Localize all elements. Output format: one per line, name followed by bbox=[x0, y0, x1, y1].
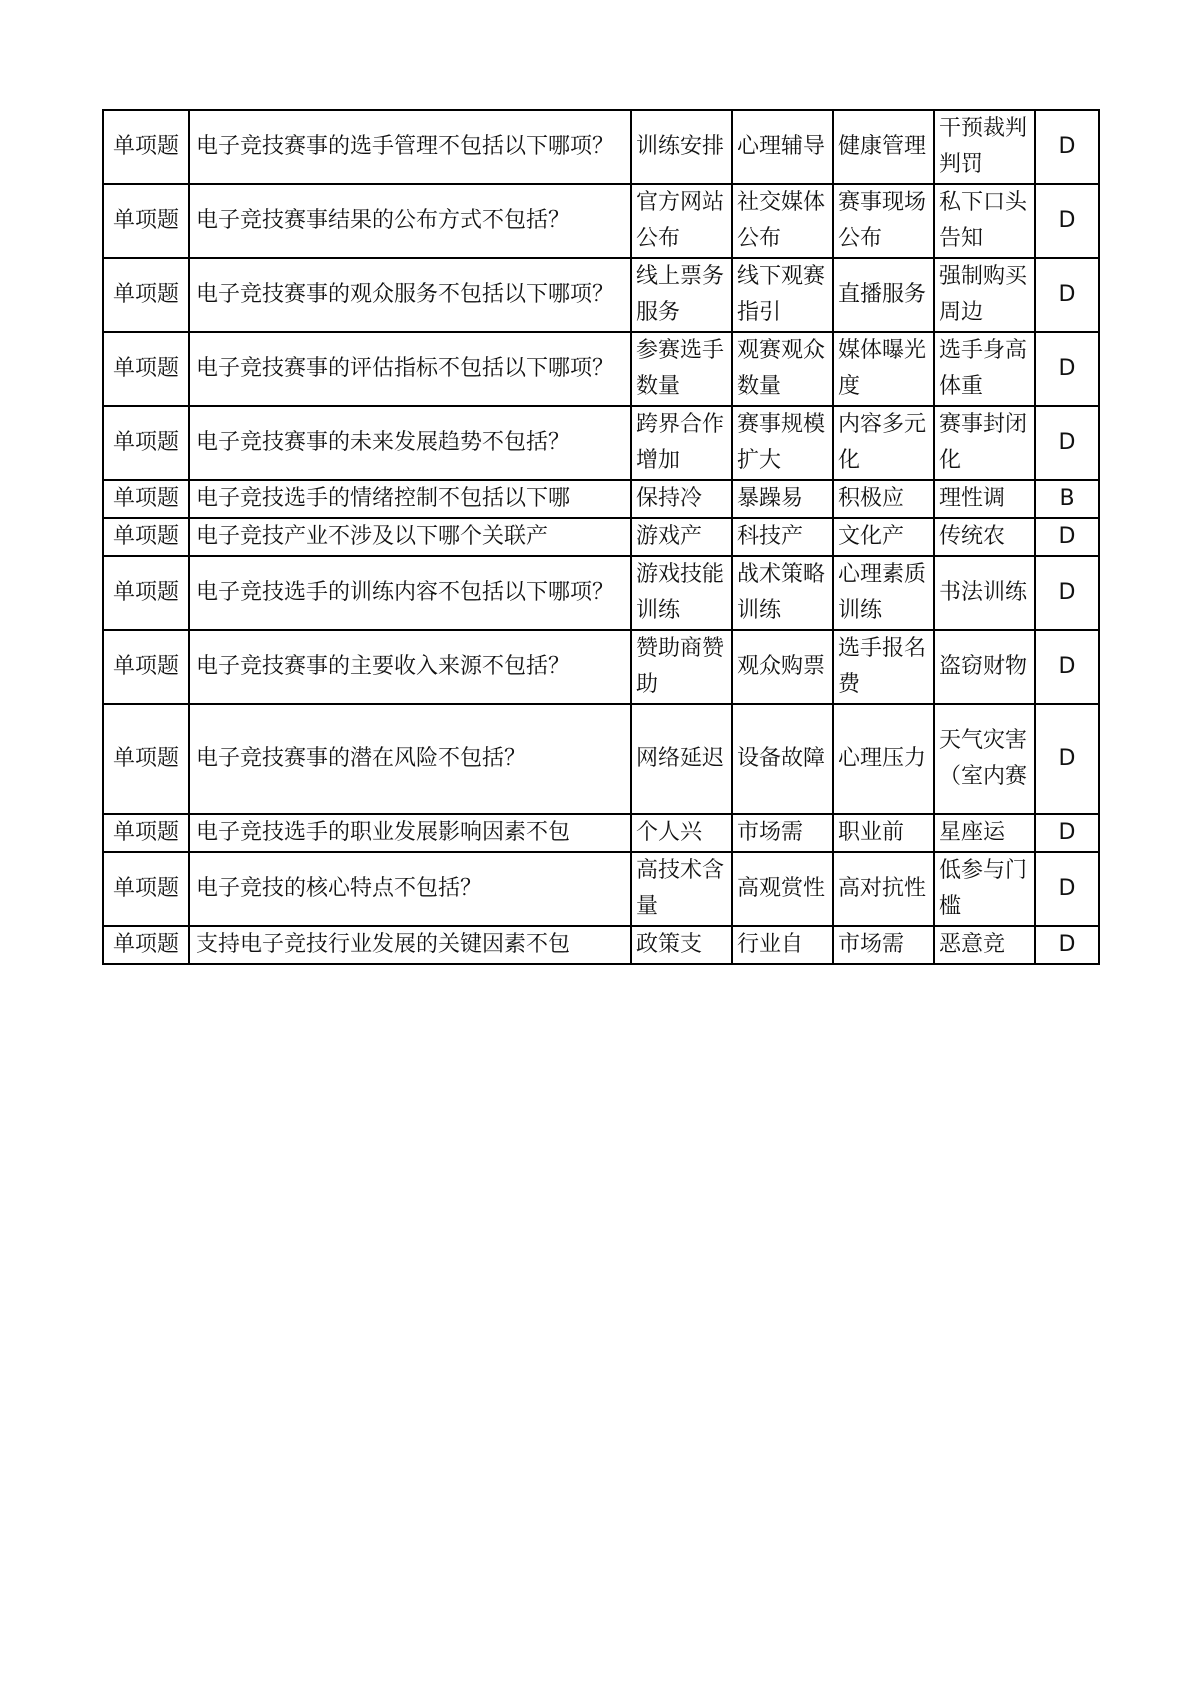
option-b-text: 线下观赛指引 bbox=[737, 264, 826, 325]
option-a-text: 游戏技能训练 bbox=[636, 562, 725, 623]
option-c-text: 积极应 bbox=[838, 486, 905, 511]
answer-text: B bbox=[1059, 486, 1075, 511]
answer-cell bbox=[1035, 852, 1099, 926]
table-row bbox=[103, 704, 1099, 814]
answer-cell bbox=[1035, 926, 1099, 964]
option-c-text: 市场需 bbox=[838, 932, 905, 957]
question-type-text: 单项题 bbox=[112, 282, 179, 307]
option-c-cell bbox=[833, 852, 934, 926]
answer-text: D bbox=[1058, 282, 1076, 307]
answer-cell bbox=[1035, 110, 1099, 184]
quiz-table bbox=[102, 109, 1100, 965]
option-b-cell bbox=[732, 814, 833, 852]
option-b-text: 观众购票 bbox=[737, 654, 826, 679]
option-c-text: 健康管理 bbox=[838, 134, 927, 159]
option-b-cell bbox=[732, 518, 833, 556]
question-text-text: 电子竞技选手的职业发展影响因素不包 bbox=[196, 820, 571, 845]
option-d-text: 恶意竞 bbox=[939, 932, 1006, 957]
question-text-text: 电子竞技赛事的未来发展趋势不包括？ bbox=[196, 430, 571, 455]
answer-text: D bbox=[1058, 430, 1076, 455]
option-b-text: 赛事规模扩大 bbox=[737, 412, 826, 473]
answer-cell bbox=[1035, 258, 1099, 332]
option-d-cell bbox=[934, 852, 1035, 926]
question-text-cell bbox=[189, 926, 631, 964]
question-text-text: 电子竞技赛事的主要收入来源不包括？ bbox=[196, 654, 571, 679]
option-a-text: 政策支 bbox=[636, 932, 703, 957]
question-text-cell bbox=[189, 518, 631, 556]
option-a-cell bbox=[631, 814, 732, 852]
option-b-cell bbox=[732, 556, 833, 630]
question-type-cell bbox=[103, 852, 189, 926]
table-row bbox=[103, 406, 1099, 480]
option-a-cell bbox=[631, 518, 732, 556]
option-b-text: 心理辅导 bbox=[737, 134, 826, 159]
option-d-cell bbox=[934, 332, 1035, 406]
question-type-cell bbox=[103, 258, 189, 332]
option-a-text: 高技术含量 bbox=[636, 858, 725, 919]
question-text-text: 电子竞技选手的情绪控制不包括以下哪 bbox=[196, 486, 571, 511]
question-type-cell bbox=[103, 518, 189, 556]
option-b-cell bbox=[732, 184, 833, 258]
option-d-text: 盗窃财物 bbox=[939, 654, 1028, 679]
option-a-text: 个人兴 bbox=[636, 820, 703, 845]
option-b-cell bbox=[732, 110, 833, 184]
option-c-cell bbox=[833, 480, 934, 518]
option-a-text: 保持冷 bbox=[636, 486, 703, 511]
answer-cell bbox=[1035, 480, 1099, 518]
option-d-cell bbox=[934, 480, 1035, 518]
option-b-cell bbox=[732, 926, 833, 964]
option-d-cell bbox=[934, 110, 1035, 184]
question-text-text: 电子竞技的核心特点不包括？ bbox=[196, 876, 483, 901]
question-type-text: 单项题 bbox=[112, 208, 179, 233]
option-b-text: 行业自 bbox=[737, 932, 804, 957]
option-a-cell bbox=[631, 630, 732, 704]
option-b-text: 观赛观众数量 bbox=[737, 338, 826, 399]
table-row bbox=[103, 332, 1099, 406]
option-a-cell bbox=[631, 852, 732, 926]
question-text-cell bbox=[189, 852, 631, 926]
option-d-text: 干预裁判判罚 bbox=[939, 116, 1028, 177]
question-type-text: 单项题 bbox=[112, 654, 179, 679]
option-d-cell bbox=[934, 814, 1035, 852]
table-row bbox=[103, 814, 1099, 852]
option-d-cell bbox=[934, 518, 1035, 556]
answer-cell bbox=[1035, 556, 1099, 630]
option-c-cell bbox=[833, 110, 934, 184]
table-row bbox=[103, 518, 1099, 556]
answer-text: D bbox=[1058, 356, 1076, 381]
option-a-cell bbox=[631, 332, 732, 406]
option-b-text: 高观赏性 bbox=[737, 876, 826, 901]
answer-text: D bbox=[1058, 820, 1076, 845]
question-type-cell bbox=[103, 630, 189, 704]
answer-cell bbox=[1035, 814, 1099, 852]
option-c-text: 心理压力 bbox=[838, 746, 927, 771]
option-c-cell bbox=[833, 630, 934, 704]
answer-cell bbox=[1035, 332, 1099, 406]
question-type-text: 单项题 bbox=[112, 876, 179, 901]
option-b-text: 市场需 bbox=[737, 820, 804, 845]
question-text-text: 电子竞技赛事的选手管理不包括以下哪项？ bbox=[196, 134, 615, 159]
answer-text: D bbox=[1058, 208, 1076, 233]
answer-text: D bbox=[1058, 134, 1076, 159]
option-c-cell bbox=[833, 406, 934, 480]
option-d-text: 星座运 bbox=[939, 820, 1006, 845]
option-d-text: 理性调 bbox=[939, 486, 1006, 511]
option-a-text: 赞助商赞助 bbox=[636, 636, 725, 697]
question-text-cell bbox=[189, 556, 631, 630]
answer-cell bbox=[1035, 184, 1099, 258]
quiz-table-body bbox=[103, 110, 1099, 964]
question-text-text: 电子竞技选手的训练内容不包括以下哪项？ bbox=[196, 580, 615, 605]
option-d-text: 书法训练 bbox=[939, 580, 1028, 605]
question-text-cell bbox=[189, 814, 631, 852]
option-c-cell bbox=[833, 518, 934, 556]
answer-text: D bbox=[1058, 876, 1076, 901]
table-row bbox=[103, 926, 1099, 964]
question-text-cell bbox=[189, 110, 631, 184]
question-text-cell bbox=[189, 184, 631, 258]
question-type-cell bbox=[103, 332, 189, 406]
option-b-text: 暴躁易 bbox=[737, 486, 804, 511]
option-d-text: 低参与门槛 bbox=[939, 858, 1028, 919]
option-c-text: 职业前 bbox=[838, 820, 905, 845]
question-text-text: 电子竞技赛事的评估指标不包括以下哪项？ bbox=[196, 356, 615, 381]
option-a-cell bbox=[631, 480, 732, 518]
option-a-cell bbox=[631, 184, 732, 258]
option-c-cell bbox=[833, 556, 934, 630]
question-type-text: 单项题 bbox=[112, 134, 179, 159]
question-type-cell bbox=[103, 814, 189, 852]
option-a-cell bbox=[631, 406, 732, 480]
option-d-cell bbox=[934, 406, 1035, 480]
option-a-text: 参赛选手数量 bbox=[636, 338, 725, 399]
option-b-cell bbox=[732, 704, 833, 814]
option-c-cell bbox=[833, 332, 934, 406]
question-text-text: 支持电子竞技行业发展的关键因素不包 bbox=[196, 932, 571, 957]
option-a-cell bbox=[631, 704, 732, 814]
answer-text: D bbox=[1058, 580, 1076, 605]
answer-cell bbox=[1035, 630, 1099, 704]
answer-cell bbox=[1035, 518, 1099, 556]
question-text-text: 电子竞技赛事结果的公布方式不包括？ bbox=[196, 208, 571, 233]
option-c-text: 直播服务 bbox=[838, 282, 927, 307]
table-row bbox=[103, 556, 1099, 630]
option-a-text: 游戏产 bbox=[636, 524, 703, 549]
question-type-cell bbox=[103, 184, 189, 258]
question-text-text: 电子竞技赛事的潜在风险不包括？ bbox=[196, 746, 527, 771]
option-d-cell bbox=[934, 258, 1035, 332]
table-row bbox=[103, 184, 1099, 258]
option-c-text: 心理素质训练 bbox=[838, 562, 927, 623]
answer-text: D bbox=[1058, 932, 1076, 957]
option-a-text: 官方网站公布 bbox=[636, 190, 725, 251]
question-type-cell bbox=[103, 704, 189, 814]
option-b-cell bbox=[732, 480, 833, 518]
table-row bbox=[103, 110, 1099, 184]
question-type-cell bbox=[103, 556, 189, 630]
question-text-text: 电子竞技赛事的观众服务不包括以下哪项？ bbox=[196, 282, 615, 307]
question-text-cell bbox=[189, 480, 631, 518]
option-a-text: 线上票务服务 bbox=[636, 264, 725, 325]
option-b-text: 战术策略训练 bbox=[737, 562, 826, 623]
option-b-cell bbox=[732, 332, 833, 406]
question-type-text: 单项题 bbox=[112, 524, 179, 549]
table-row bbox=[103, 630, 1099, 704]
question-type-cell bbox=[103, 110, 189, 184]
option-c-cell bbox=[833, 926, 934, 964]
answer-text: D bbox=[1058, 524, 1076, 549]
option-b-text: 科技产 bbox=[737, 524, 804, 549]
table-row bbox=[103, 480, 1099, 518]
answer-text: D bbox=[1058, 746, 1076, 771]
option-d-text: 传统农 bbox=[939, 524, 1006, 549]
option-d-text: 强制购买周边 bbox=[939, 264, 1028, 325]
option-d-text: 私下口头告知 bbox=[939, 190, 1028, 251]
question-type-cell bbox=[103, 406, 189, 480]
option-c-text: 媒体曝光度 bbox=[838, 338, 927, 399]
table-row bbox=[103, 258, 1099, 332]
option-c-text: 选手报名费 bbox=[838, 636, 927, 697]
option-d-text: 赛事封闭化 bbox=[939, 412, 1028, 473]
option-a-cell bbox=[631, 926, 732, 964]
option-a-cell bbox=[631, 556, 732, 630]
option-d-cell bbox=[934, 630, 1035, 704]
option-d-cell bbox=[934, 184, 1035, 258]
question-type-text: 单项题 bbox=[112, 580, 179, 605]
option-c-cell bbox=[833, 184, 934, 258]
question-type-cell bbox=[103, 480, 189, 518]
question-type-text: 单项题 bbox=[112, 820, 179, 845]
question-type-text: 单项题 bbox=[112, 746, 179, 771]
question-text-cell bbox=[189, 704, 631, 814]
option-d-text: 天气灾害（室内赛 bbox=[939, 728, 1028, 789]
option-b-cell bbox=[732, 852, 833, 926]
table-row bbox=[103, 852, 1099, 926]
option-b-cell bbox=[732, 406, 833, 480]
option-c-text: 内容多元化 bbox=[838, 412, 927, 473]
question-type-text: 单项题 bbox=[112, 932, 179, 957]
option-a-text: 训练安排 bbox=[636, 134, 725, 159]
option-c-text: 文化产 bbox=[838, 524, 905, 549]
answer-cell bbox=[1035, 406, 1099, 480]
question-type-text: 单项题 bbox=[112, 430, 179, 455]
option-b-cell bbox=[732, 630, 833, 704]
question-text-cell bbox=[189, 258, 631, 332]
option-d-cell bbox=[934, 556, 1035, 630]
question-text-cell bbox=[189, 630, 631, 704]
option-d-text: 选手身高体重 bbox=[939, 338, 1028, 399]
option-b-text: 社交媒体公布 bbox=[737, 190, 826, 251]
answer-text: D bbox=[1058, 654, 1076, 679]
option-a-text: 跨界合作增加 bbox=[636, 412, 725, 473]
option-a-cell bbox=[631, 258, 732, 332]
option-b-text: 设备故障 bbox=[737, 746, 826, 771]
question-type-text: 单项题 bbox=[112, 486, 179, 511]
question-text-cell bbox=[189, 332, 631, 406]
option-a-cell bbox=[631, 110, 732, 184]
option-c-cell bbox=[833, 814, 934, 852]
option-c-cell bbox=[833, 704, 934, 814]
option-a-text: 网络延迟 bbox=[636, 746, 725, 771]
option-d-cell bbox=[934, 926, 1035, 964]
answer-cell bbox=[1035, 704, 1099, 814]
option-c-text: 高对抗性 bbox=[838, 876, 927, 901]
question-type-cell bbox=[103, 926, 189, 964]
question-type-text: 单项题 bbox=[112, 356, 179, 381]
option-d-cell bbox=[934, 704, 1035, 814]
question-text-cell bbox=[189, 406, 631, 480]
option-c-cell bbox=[833, 258, 934, 332]
option-b-cell bbox=[732, 258, 833, 332]
question-text-text: 电子竞技产业不涉及以下哪个关联产 bbox=[196, 524, 549, 549]
option-c-text: 赛事现场公布 bbox=[838, 190, 927, 251]
